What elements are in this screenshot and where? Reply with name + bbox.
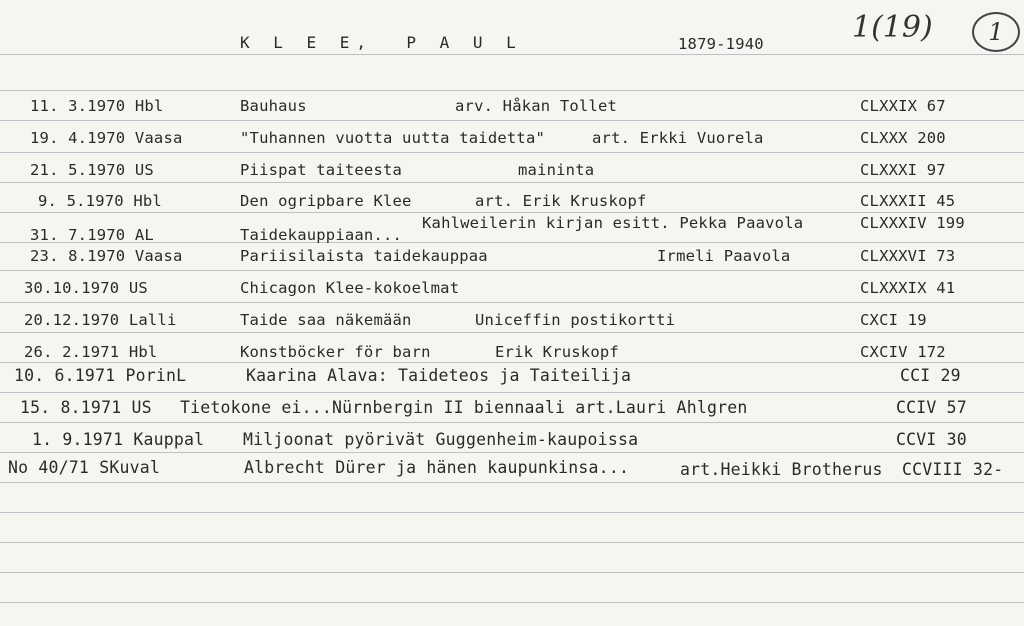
rule-line	[0, 270, 1024, 271]
entry-reference: CLXXX 200	[860, 129, 946, 147]
rule-line	[0, 152, 1024, 153]
entry-reference: CLXXXVI 73	[860, 247, 956, 265]
entry-author: art. Erik Kruskopf	[475, 192, 647, 210]
handwritten-card-number: 1	[988, 18, 1004, 46]
handwritten-page-note: 1(19)	[852, 10, 933, 45]
entry-author: Uniceffin postikortti	[475, 311, 676, 329]
entry-date: 30.10.1970 US	[24, 279, 148, 297]
entry-title: Konstböcker för barn	[240, 343, 431, 361]
entry-reference: CCVIII 32-	[902, 460, 1004, 479]
entry-reference: CLXXXIX 41	[860, 279, 956, 297]
rule-line	[0, 362, 1024, 363]
entry-title: Den ogripbare Klee	[240, 192, 412, 210]
entry-title: "Tuhannen vuotta uutta taidetta"	[240, 129, 546, 147]
entry-title: Tietokone ei...Nürnbergin II biennaali art.Lauri Ahlgren	[180, 398, 748, 417]
entry-title: Taidekauppiaan...	[240, 226, 403, 244]
entry-reference: CXCIV 172	[860, 343, 946, 361]
rule-line	[0, 602, 1024, 603]
entry-date: 1. 9.1971 Kauppal	[32, 430, 205, 449]
entry-date: 19. 4.1970 Vaasa	[30, 129, 183, 147]
entry-date: 11. 3.1970 Hbl	[30, 97, 164, 115]
entry-title: Piispat taiteesta	[240, 161, 403, 179]
entry-title: Miljoonat pyörivät Guggenheim-kaupoissa	[243, 430, 639, 449]
entry-author: Irmeli Paavola	[657, 247, 791, 265]
rule-line	[0, 54, 1024, 55]
entry-reference: CXCI 19	[860, 311, 927, 329]
rule-line	[0, 332, 1024, 333]
card-number-circle	[972, 12, 1020, 52]
entry-date: 10. 6.1971 PorinL	[14, 366, 187, 385]
rule-line	[0, 90, 1024, 91]
entry-author: art.Heikki Brotherus	[680, 460, 883, 479]
entry-title: Albrecht Dürer ja hänen kaupunkinsa...	[244, 458, 630, 477]
entry-reference: CCI 29	[900, 366, 961, 385]
card-heading-years: 1879-1940	[678, 35, 764, 53]
entry-date: 15. 8.1971 US	[20, 398, 152, 417]
entry-date: 26. 2.1971 Hbl	[24, 343, 158, 361]
entry-reference: CCIV 57	[896, 398, 967, 417]
entry-date: 23. 8.1970 Vaasa	[30, 247, 183, 265]
entry-date: 9. 5.1970 Hbl	[38, 192, 162, 210]
entry-reference: CLXXXI 97	[860, 161, 946, 179]
rule-line	[0, 392, 1024, 393]
entry-author: maininta	[518, 161, 595, 179]
entry-author: art. Erkki Vuorela	[592, 129, 764, 147]
entry-title: Chicagon Klee-kokoelmat	[240, 279, 460, 297]
entry-date: 20.12.1970 Lalli	[24, 311, 177, 329]
entry-title: Taide saa näkemään	[240, 311, 412, 329]
entry-date: 21. 5.1970 US	[30, 161, 154, 179]
rule-line	[0, 512, 1024, 513]
rule-line	[0, 182, 1024, 183]
entry-reference: CCVI 30	[896, 430, 967, 449]
entry-reference: CLXXXII 45	[860, 192, 956, 210]
rule-line	[0, 542, 1024, 543]
entry-author: Kahlweilerin kirjan esitt. Pekka Paavola	[422, 214, 804, 232]
entry-author: arv. Håkan Tollet	[455, 97, 618, 115]
entry-date: 31. 7.1970 AL	[30, 226, 154, 244]
rule-line	[0, 120, 1024, 121]
entry-title: Bauhaus	[240, 97, 307, 115]
entry-date: No 40/71 SKuval	[8, 458, 161, 477]
card-heading-name: K L E E, P A U L	[240, 33, 523, 52]
rule-line	[0, 302, 1024, 303]
rule-line	[0, 452, 1024, 453]
rule-line	[0, 212, 1024, 213]
rule-line	[0, 422, 1024, 423]
entry-title: Kaarina Alava: Taideteos ja Taiteilija	[246, 366, 632, 385]
entry-reference: CLXXXIV 199	[860, 214, 965, 232]
rule-line	[0, 572, 1024, 573]
entry-title: Pariisilaista taidekauppaa	[240, 247, 488, 265]
rule-line	[0, 482, 1024, 483]
entry-reference: CLXXIX 67	[860, 97, 946, 115]
entry-author: Erik Kruskopf	[495, 343, 619, 361]
